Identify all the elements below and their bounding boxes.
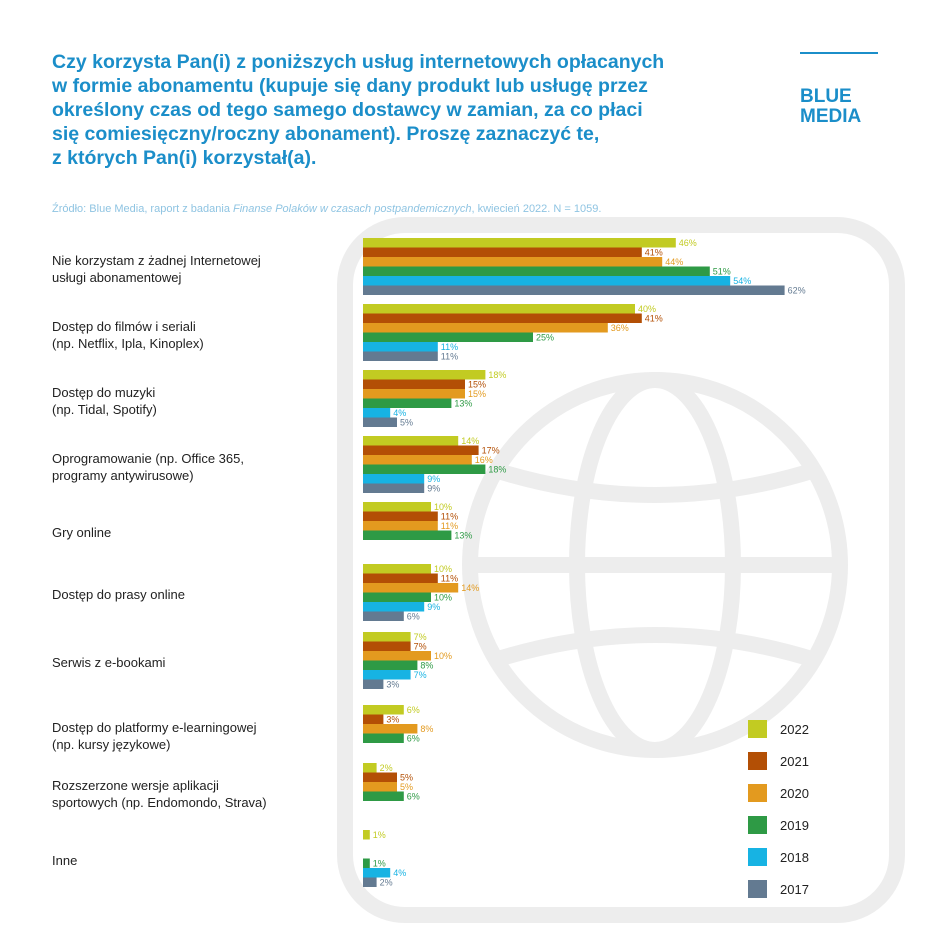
legend-label-2020: 2020 [780, 786, 809, 801]
bar-value-label: 40% [638, 304, 657, 314]
brand-logo-line: BLUE [800, 86, 852, 107]
bar-2017 [363, 680, 383, 690]
bar-2020 [363, 583, 458, 593]
source-suffix: , kwiecień 2022. N = 1059. [471, 203, 602, 215]
bar-2022 [363, 502, 431, 512]
source-prefix: Źródło: Blue Media, raport z badania [52, 203, 233, 215]
bar-2019 [363, 531, 451, 541]
bar-value-label: 41% [644, 313, 663, 324]
bar-value-label: 4% [393, 868, 407, 878]
bar-value-label: 18% [488, 370, 507, 380]
bar-value-label: 10% [434, 564, 453, 574]
bar-value-label: 25% [536, 332, 555, 343]
bar-2022 [363, 304, 635, 314]
bar-2018 [363, 408, 390, 418]
chart-title-line: w formie abonamentu (kupuje się dany produkt lub usługę przez [52, 75, 648, 97]
category-label-line: (np. Netflix, Ipla, Kinoplex) [52, 335, 204, 351]
legend-label-2017: 2017 [780, 882, 809, 897]
bar-2017 [363, 484, 424, 494]
bar-value-label: 5% [400, 782, 414, 792]
bar-value-label: 51% [712, 266, 731, 277]
bar-value-label: 9% [427, 602, 441, 612]
legend-swatch-2017 [748, 880, 767, 898]
bar-2022 [363, 632, 411, 642]
bar-2019 [363, 859, 370, 869]
legend-label-2021: 2021 [780, 754, 809, 769]
bar-value-label: 15% [468, 389, 487, 399]
bar-2021 [363, 314, 642, 324]
legend-swatch-2019 [748, 816, 767, 834]
chart-title-line: z których Pan(i) korzystał(a). [52, 147, 317, 169]
bar-2021 [363, 642, 411, 652]
bar-2021 [363, 574, 438, 584]
bar-2021 [363, 512, 438, 522]
bar-value-label: 4% [393, 408, 407, 418]
category-label-line: sportowych (np. Endomondo, Strava) [52, 794, 267, 810]
bar-value-label: 11% [440, 351, 459, 362]
legend-swatch-2020 [748, 784, 767, 802]
bar-2021 [363, 773, 397, 783]
bar-2018 [363, 868, 390, 878]
category-label [52, 384, 352, 418]
bar-value-label: 10% [434, 651, 453, 661]
category-label-line: Oprogramowanie (np. Office 365, [52, 450, 244, 466]
bar-value-label: 46% [678, 238, 697, 248]
bar-2019 [363, 333, 533, 343]
bar-2019 [363, 792, 404, 802]
bar-value-label: 1% [372, 858, 386, 869]
category-label-line: (np. kursy językowe) [52, 736, 171, 752]
bar-value-label: 13% [454, 530, 473, 541]
bar-2020 [363, 724, 417, 734]
bar-value-label: 1% [372, 830, 386, 840]
category-label-line: Dostęp do filmów i seriali [52, 318, 196, 334]
chart-title-line: określony czas od tego samego dostawcy w zamian, za co płaci [52, 99, 643, 121]
bar-value-label: 54% [733, 276, 752, 286]
bar-2018 [363, 276, 730, 286]
legend-swatch-2021 [748, 752, 767, 770]
category-label-line: (np. Tidal, Spotify) [52, 401, 157, 417]
category-label-line: Gry online [52, 525, 112, 540]
legend-swatch-2022 [748, 720, 767, 738]
legend-swatch-2018 [748, 848, 767, 866]
bar-2022 [363, 763, 377, 773]
legend-label-2019: 2019 [780, 818, 809, 833]
bar-value-label: 6% [406, 733, 420, 744]
bar-2020 [363, 455, 472, 465]
category-label-line: Dostęp do prasy online [52, 587, 185, 602]
bar-2019 [363, 399, 451, 409]
bar-2017 [363, 286, 785, 296]
bar-2021 [363, 380, 465, 390]
bar-2020 [363, 521, 438, 531]
bar-value-label: 3% [386, 679, 400, 690]
bar-value-label: 6% [406, 611, 420, 622]
bar-2019 [363, 593, 431, 603]
bar-2020 [363, 782, 397, 792]
bar-2019 [363, 661, 417, 671]
bar-value-label: 11% [440, 511, 459, 522]
bar-2022 [363, 436, 458, 446]
category-label-line: programy antywirusowe) [52, 467, 194, 483]
bar-2022 [363, 705, 404, 715]
bar-value-label: 62% [787, 285, 806, 296]
bar-value-label: 2% [379, 877, 393, 888]
category-label-line: Inne [52, 853, 78, 868]
bar-value-label: 7% [413, 632, 427, 642]
bar-value-label: 11% [440, 342, 459, 352]
bar-value-label: 3% [386, 714, 400, 725]
bar-value-label: 36% [610, 323, 629, 333]
bar-value-label: 14% [461, 436, 480, 446]
bar-2020 [363, 257, 662, 267]
category-label [52, 852, 352, 869]
category-label [52, 450, 352, 484]
bar-value-label: 41% [644, 247, 663, 258]
category-label [52, 586, 352, 603]
bar-value-label: 16% [474, 455, 493, 465]
bar-2022 [363, 564, 431, 574]
bar-2022 [363, 830, 370, 840]
bar-value-label: 6% [406, 791, 420, 802]
category-label [52, 318, 352, 352]
chart-title-line: Czy korzysta Pan(i) z poniższych usług internetowych opłacanych [52, 51, 665, 73]
category-label [52, 524, 352, 541]
brand-logo-line: MEDIA [800, 106, 862, 127]
bar-2020 [363, 651, 431, 661]
bar-value-label: 44% [665, 257, 684, 267]
category-label [52, 252, 352, 286]
bar-value-label: 7% [413, 641, 427, 652]
bar-value-label: 5% [400, 772, 414, 783]
bar-value-label: 15% [468, 379, 487, 390]
bar-2022 [363, 238, 676, 248]
bar-value-label: 13% [454, 398, 473, 409]
bar-value-label: 9% [427, 474, 441, 484]
bar-value-label: 11% [440, 573, 459, 584]
category-label-line: Dostęp do platformy e-learningowej [52, 719, 257, 735]
bar-2017 [363, 878, 377, 888]
bar-2018 [363, 342, 438, 352]
category-label-line: Rozszerzone wersje aplikacji [52, 777, 219, 793]
bar-value-label: 7% [413, 670, 427, 680]
bar-2020 [363, 389, 465, 399]
legend-label-2018: 2018 [780, 850, 809, 865]
bar-value-label: 18% [488, 464, 507, 475]
bar-value-label: 8% [420, 660, 434, 671]
bar-value-label: 5% [400, 417, 414, 428]
bar-2020 [363, 323, 608, 333]
bar-2018 [363, 670, 411, 680]
bar-value-label: 9% [427, 483, 441, 494]
bar-value-label: 6% [406, 705, 420, 715]
category-label-line: usługi abonamentowej [52, 269, 182, 285]
source-report-title: Finanse Polaków w czasach postpandemicznych [233, 203, 472, 215]
bar-value-label: 10% [434, 502, 453, 512]
category-label [52, 654, 352, 671]
category-label [52, 777, 352, 811]
bar-value-label: 14% [461, 583, 480, 593]
bar-2017 [363, 612, 404, 622]
bar-2021 [363, 715, 383, 725]
bar-2021 [363, 446, 479, 456]
bar-value-label: 8% [420, 724, 434, 734]
category-label [52, 719, 352, 753]
bar-value-label: 11% [440, 521, 459, 531]
bar-2017 [363, 352, 438, 362]
bar-2019 [363, 267, 710, 277]
bar-2021 [363, 248, 642, 258]
category-label-line: Nie korzystam z żadnej Internetowej [52, 252, 261, 268]
bar-2017 [363, 418, 397, 428]
chart-legend [748, 720, 809, 898]
bar-value-label: 10% [434, 592, 453, 603]
bar-2018 [363, 474, 424, 484]
bar-value-label: 17% [481, 445, 500, 456]
category-label-line: Dostęp do muzyki [52, 384, 156, 400]
bar-value-label: 2% [379, 763, 393, 773]
bar-2018 [363, 602, 424, 612]
bar-2019 [363, 465, 485, 475]
legend-label-2022: 2022 [780, 722, 809, 737]
bar-2022 [363, 370, 485, 380]
bar-2019 [363, 734, 404, 744]
chart-title-line: się comiesięczny/roczny abonament). Proszę zaznaczyć te, [52, 123, 600, 145]
category-label-line: Serwis z e-bookami [52, 655, 166, 670]
